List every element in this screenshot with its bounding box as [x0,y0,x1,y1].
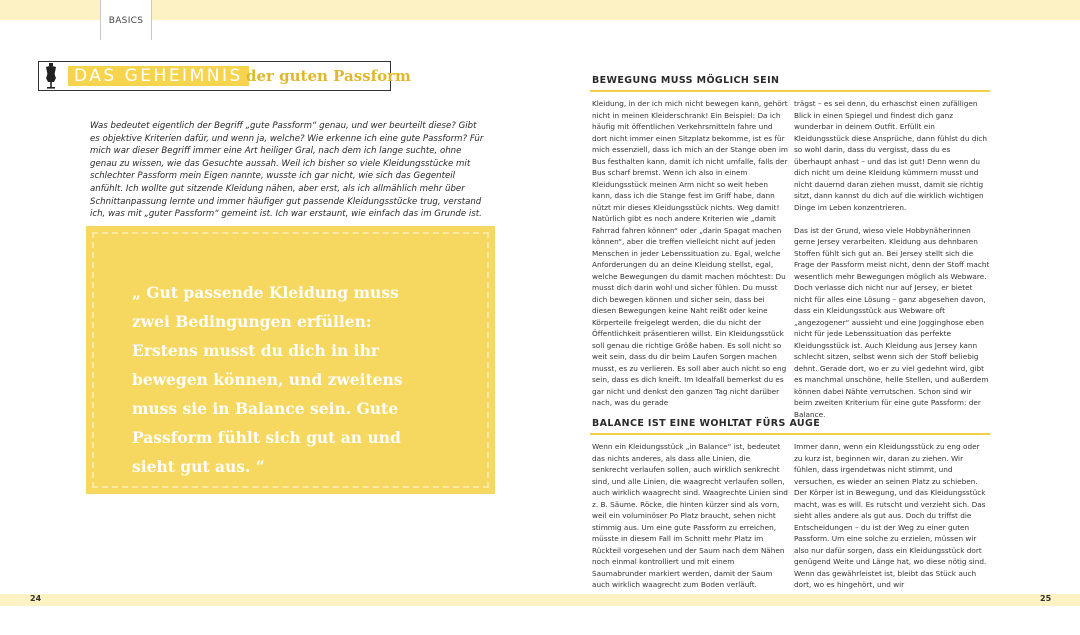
pull-quote-text: „ Gut passende Kleidung muss zwei Bedingungen erfüllen: Erstens musst du dich in ihr bewegen können, und zweitens muss sie in Balance sein. Gute Passform fühlt sich gut an und sieht gut aus. “ [132,283,403,476]
section-heading-balance: BALANCE IST EINE WOHLTAT FÜRS AUGE [592,418,821,429]
chapter-title-caps: DAS GEHEIMNIS [68,66,249,86]
movement-col2-paragraph-2: Das ist der Grund, wieso viele Hobbynäherinnen gerne Jersey verarbeiten. Kleidung aus dehnbaren Stoffen fühlt sich gut an. Bei Jersey stellt sich die Frage der Passform meist nicht, denn der Stoff macht wesentlich mehr Bewegungen möglich als Webware. Doch verlasse dich nicht nur auf Jersey, er bietet nicht für alles eine Lösung – ganz abgesehen davon, dass ein Kleidungsstück aus Webware oft „angezogener“ aussieht und eine Jogginghose eben nicht für jede Lebenssituation das perfekte Kleidungsstück ist. Auch Kleidung aus Jersey kann schlecht sitzen, selbst wenn sich der Stoff beliebig dehnt. Gerade dort, wo er zu viel gedehnt wird, gibt es manchmal unschöne, helle Stellen, und außerdem können dabei Nähte verrutschen. Schon sind wir beim zweiten Kriterium für eine gute Passform: der Balance. [794,225,990,419]
balance-col1-text: Wenn ein Kleidungsstück „in Balance“ ist, bedeutet das nichts anderes, als dass alle Linien, die senkrecht verlaufen sollen, auch wirklich senkrecht sind, und alle Linien, die waagrecht verlaufen sollen, auch wirklich waagrecht sind. Waagrechte Linien sind z. B. Säume. Röcke, die hinten kürzer sind als vorn, weil ein voluminöser Po Platz braucht, sehen nicht stimmig aus. Um eine gute Passform zu erreichen, müsste in diesem Fall im Schnitt mehr Platz im Rückteil vorgesehen und der Saum nach dem Nähen noch einmal kontrolliert und mit einem Saumabrunder markiert werden, damit der Saum auch wirklich waagrecht zum Boden verläuft. [592,442,788,589]
movement-column-2 [794,98,990,432]
section-rule-balance [590,433,990,435]
balance-col2-text: Immer dann, wenn ein Kleidungsstück zu eng oder zu kurz ist, beginnen wir, daran zu ziehen. Wir fühlen, dass irgendetwas nicht stimmt, und versuchen, es wieder an seinen Platz zu schieben. Der Körper ist in Bewegung, und das Kleidungsstück macht, was es will. Es rutscht und verzieht sich. Das sieht alles andere als gut aus. Doch du triffst die Entscheidungen – du ist der Weg zu einer guten Passform. Um eine solche zu erzielen, müssen wir also nur dafür sorgen, dass ein Kleidungsstück dort genügend Weite und Länge hat, wo diese nötig sind. Wenn das gewährleistet ist, bleibt das Stück auch dort, wo es hingehört, und wir [794,442,987,589]
section-tab [100,0,152,40]
dress-form-icon [42,63,60,89]
chapter-title-script: der guten Passform [246,67,411,85]
movement-col1-text: Kleidung, in der ich mich nicht bewegen kann, gehört nicht in meinen Kleiderschrank! Ein Beispiel: Da ich häufig mit öffentlichen Verkehrsmitteln fahre und dort nicht immer einen Sitzplatz bekomme, ist es für mich essenziell, dass ich mich an der Stange oben im Bus festhalten kann, damit ich nicht umfalle, falls der Bus scharf bremst. Wenn ich also in einem Kleidungsstück meinen Arm nicht so weit heben kann, dass ich die Stange fest im Griff habe, dann nützt mir dieses Kleidungsstück nichts. Weg damit! Natürlich gibt es noch andere Kriterien wie „damit Fahrrad fahren können“ oder „darin Spagat machen können“, aber die treffen vielleicht nicht auf jeden Menschen in jeder Lebenssituation zu. Egal, welche Anforderungen du an deine Kleidung stellst, egal, welche Bewegungen du damit machen möchtest: Du musst dich darin wohl und sicher fühlen. Du musst dich bewegen können und sicher sein, dass bei diesen Bewegungen keine Naht reißt oder keine Körperteile freigelegt werden, die du nicht der Öffentlichkeit präsentieren willst. Ein Kleidungsstück soll genau die richtige Größe haben. Es soll nicht so weit sein, dass du dir beim Laufen Sorgen machen musst, es zu verlieren. Es soll aber auch nicht so eng sein, dass es dich kneift. Im Idealfall bemerkst du es gar nicht und denkst den ganzen Tag nicht darüber nach, was du gerade [592,99,788,407]
balance-column-2 [794,441,990,602]
movement-col2-paragraph-1: trägst – es sei denn, du erhaschst einen zufälligen Blick in einen Spiegel und findest dich ganz wunderbar in deinem Outfit. Erfüllt ein Kleidungsstück diese Ansprüche, dann fühlst du dich so wohl darin, dass du vergisst, dass du es überhaupt anhast – und das ist gut! Denn wenn du dich nicht um deine Kleidung kümmern musst und nicht dauernd daran ziehen musst, damit sie richtig sitzt, dann kannst du dich auf die wirklich wichtigen Dinge im Leben konzentrieren. [794,99,988,212]
section-tab-label: BASICS [108,16,144,26]
movement-column-1 [592,98,788,420]
balance-column-1 [592,441,788,602]
top-color-strip [0,0,1080,20]
intro-paragraph: Was bedeutet eigentlich der Begriff „gute Passform“ genau, und wer beurteilt diese? Gibt es objektive Kriterien dafür, und wenn ja, welche? Wie erkenne ich eine gute Passform? Für mich war dieser Begriff immer eine Art heiliger Gral, nach dem ich lange suchte, ohne genau zu wissen, wie das Gesuchte aussah. Weil ich bisher so viele Kleidungsstücke mit schlechter Passform mein Eigen nannte, wusste ich gar nicht, wie sich das Gegenteil anfühlt. Ich wollte gut sitzende Kleidung nähen, aber erst, als ich allmählich mehr über Schnittanpassung lernte und immer häufiger gut passende Kleidungsstücke trug, verstand ich, was mit „guter Passform“ gemeint ist. Ich war erstaunt, wie einfach das im Grunde ist. [90,121,484,220]
pull-quote-box [92,232,489,488]
page-number-left: 24 [30,594,42,603]
section-rule-movement [590,90,990,92]
page-number-right: 25 [1040,594,1052,603]
section-heading-movement: BEWEGUNG MUSS MÖGLICH SEIN [592,75,780,86]
